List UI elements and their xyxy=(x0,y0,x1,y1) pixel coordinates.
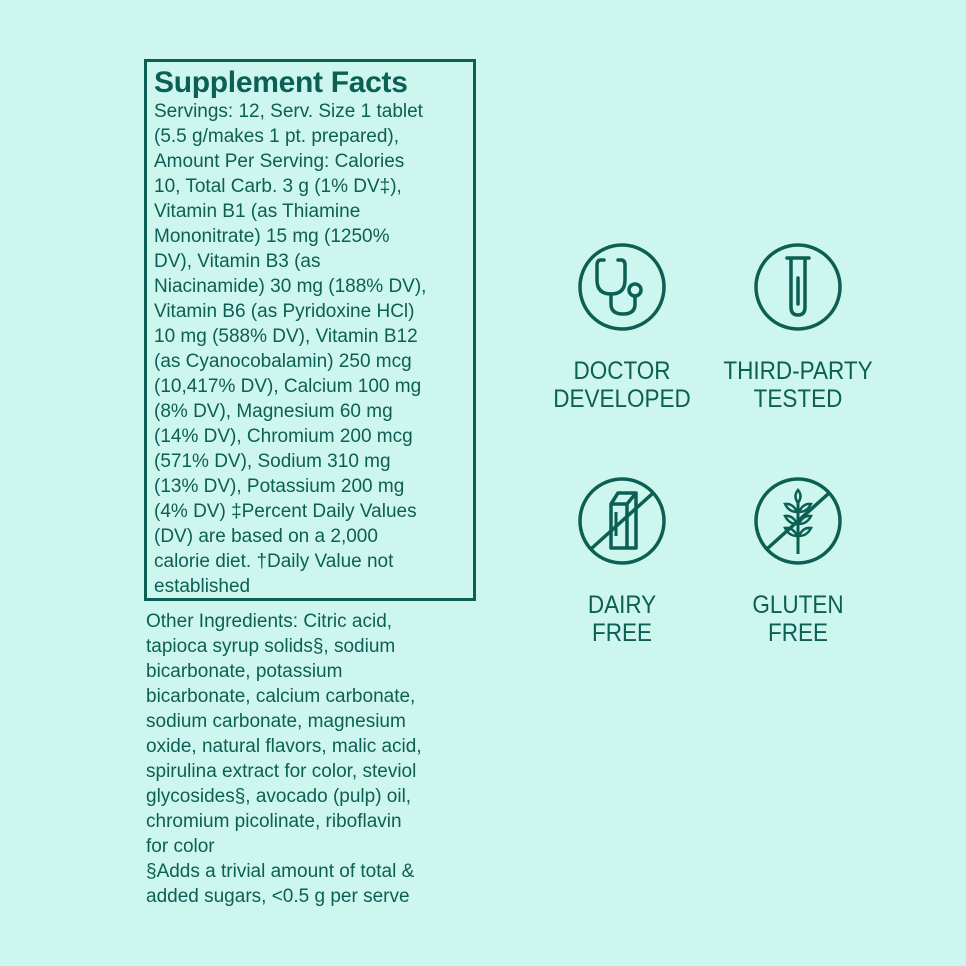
sugar-footnote: §Adds a trivial amount of total & added sugars, <0.5 g per serve xyxy=(146,861,415,907)
no-wheat-icon xyxy=(753,476,843,566)
badge-dairy-free xyxy=(532,476,712,647)
supplement-facts-text: Servings: 12, Serv. Size 1 tablet (5.5 g/makes 1 pt. prepared), Amount Per Serving: Calories 10, Total Carb. 3 g (1% DV‡), Vitamin B1 (as Thiamine Mononitrate) 15 mg (1250% DV), Vitamin B3 (as Niacinamide) 30 mg (188% DV), Vitamin B6 (as Pyridoxine HCl) 10 mg (588% DV), Vitamin B12 (as Cyanocobalamin) 250 mcg (10,417% DV), Calcium 100 mg (8% DV), Magnesium 60 mg (14% DV), Chromium 200 mcg (571% DV), Sodium 310 mg (13% DV), Potassium 200 mg (4% DV) ‡Percent Daily Values (DV) are based on a 2,000 calorie diet. †Daily Value not established xyxy=(154,101,427,597)
badge-gluten-label: GLUTEN FREE xyxy=(752,591,844,647)
stethoscope-icon xyxy=(577,242,667,332)
supplement-facts-title: Supplement Facts xyxy=(154,66,408,99)
no-milk-carton-icon xyxy=(577,476,667,566)
badge-gluten-free xyxy=(708,476,888,647)
badge-tested-label: THIRD-PARTY TESTED xyxy=(723,357,873,413)
supplement-facts-panel xyxy=(144,59,476,601)
test-tube-icon xyxy=(753,242,843,332)
other-ingredients-text: Other Ingredients: Citric acid, tapioca syrup solids§, sodium bicarbonate, potassium bicarbonate, calcium carbonate, sodium carbonate, magnesium oxide, natural flavors, malic acid, spirulina extract for color, steviol glycosides§, avocado (pulp) oil, chromium picolinate, riboflavin for color xyxy=(146,611,422,857)
badge-third-party-tested xyxy=(708,242,888,413)
badge-dairy-label: DAIRY FREE xyxy=(587,591,657,647)
badge-doctor-developed xyxy=(532,242,712,413)
badge-doctor-label: DOCTOR DEVELOPED xyxy=(553,357,691,413)
